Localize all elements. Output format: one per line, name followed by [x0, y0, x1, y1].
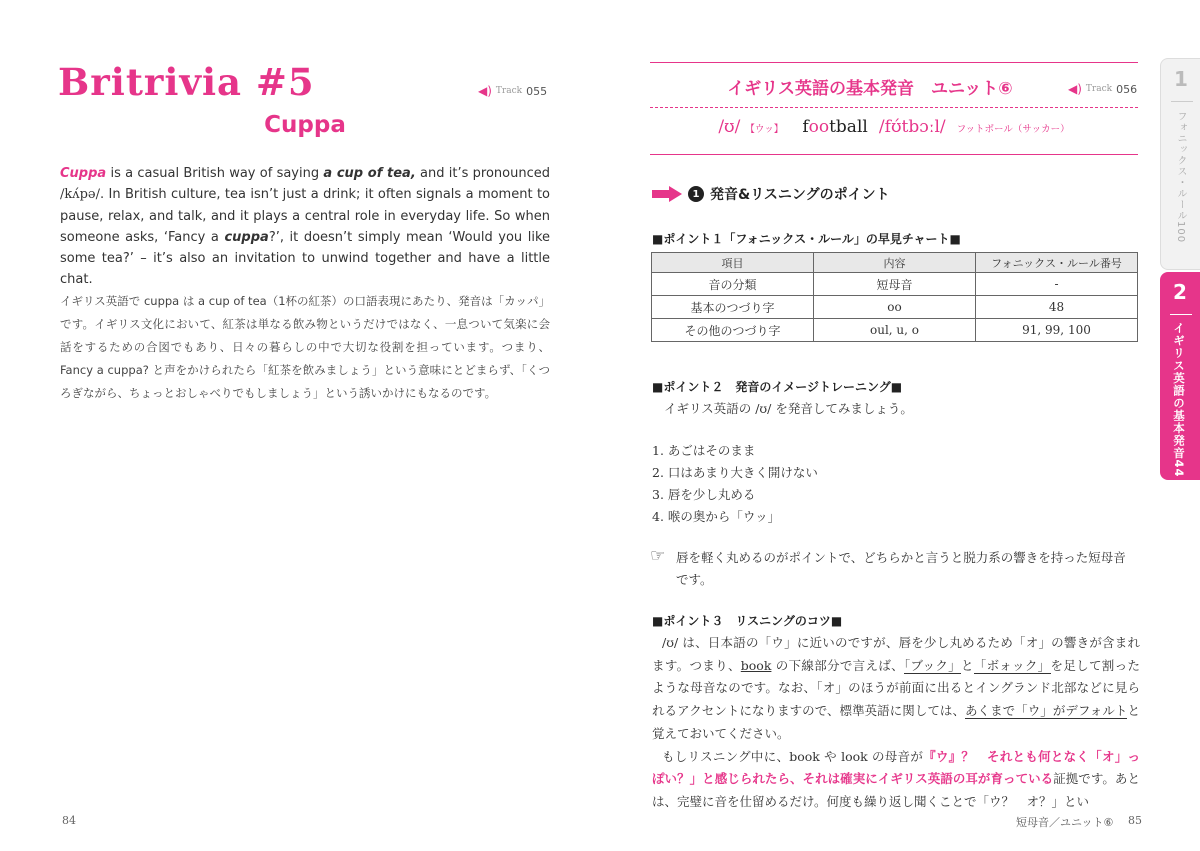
- example-word-ipa: /fʊ́tbɔːl/: [878, 117, 946, 137]
- table-cell: oo: [814, 296, 976, 319]
- track-number: 055: [526, 84, 548, 98]
- track-word: Track: [1085, 84, 1113, 94]
- sound-buk: 「ブック」: [903, 657, 961, 673]
- text-segment: を足して割ったような母音なのです。なお、「オ」のほうが前面に出るとイングランド北部などに見られるアクセントになりますので、標準英語に関しては、: [652, 657, 1140, 719]
- word-book: book: [740, 657, 772, 673]
- keyword-cuppa: Cuppa: [60, 166, 107, 181]
- text-segment: and it’s pronounced: [415, 166, 550, 181]
- example-word-highlight: oo: [808, 117, 830, 137]
- table-cell: その他のつづり字: [652, 319, 814, 342]
- side-tab-2[interactable]: [1160, 272, 1200, 480]
- header-bottom-rule: [650, 154, 1138, 155]
- table-cell: -: [976, 273, 1138, 296]
- article-title: Cuppa: [264, 112, 346, 138]
- tab-label: イギリス英語の基本発音44: [1172, 322, 1186, 478]
- text-segment: の下線部分で言えば、: [771, 657, 904, 673]
- tab-number: 2: [1173, 280, 1187, 304]
- arrow-icon: [652, 186, 682, 202]
- table-cell: 音の分類: [652, 273, 814, 296]
- phoneme-ipa: /ʊ/: [718, 117, 741, 137]
- circled-number: 1: [688, 186, 704, 202]
- phonics-chart-table: [651, 252, 1138, 342]
- example-word-start: f: [802, 117, 809, 137]
- sound-bok: 「ボォック」: [973, 657, 1051, 673]
- header-dashed-rule: [650, 107, 1138, 108]
- table-header-cell: フォニックス・ルール番号: [976, 253, 1138, 273]
- track-word: Track: [495, 86, 523, 96]
- tab-label: フォニックス・ルール100: [1175, 111, 1186, 244]
- point2-heading: ■ポイント２ 発音のイメージトレーニング■: [652, 380, 903, 394]
- default-u-phrase: あくまで「ウ」がデフォルト: [965, 703, 1128, 719]
- keyword-cuppa-2: cuppa: [224, 229, 269, 245]
- speaker-icon: ◀): [1068, 82, 1082, 96]
- tab-number: 1: [1174, 67, 1188, 91]
- table-cell: 基本のつづり字: [652, 296, 814, 319]
- example-word-meaning: フットボール（サッカー）: [956, 124, 1070, 135]
- header-top-rule: [650, 62, 1138, 63]
- section-heading: [652, 184, 890, 204]
- point3-paragraph-1: [652, 632, 1140, 746]
- phoneme-kana: 【ウッ】: [745, 124, 784, 135]
- text-segment: /ʊ/ は、日本語の「ウ」に近いのですが、唇を少し丸めるため「オ」の響きが含まれます。つまり、: [652, 635, 1140, 673]
- list-item: 4. 喉の奥から「ウッ」: [652, 509, 781, 524]
- table-cell: 91, 99, 100: [976, 319, 1138, 342]
- steps-list: [652, 440, 818, 528]
- speaker-icon: ◀): [478, 84, 492, 98]
- example-word: [802, 117, 868, 137]
- text-segment: と覚えておいてください。: [652, 703, 1140, 741]
- phoneme-line: [650, 117, 1138, 137]
- list-item: 2. 口はあまり大きく開けない: [652, 465, 818, 480]
- list-item: 1. あごはそのまま: [652, 443, 756, 458]
- table-row: [652, 319, 1138, 342]
- text-segment: 証拠です。あとは、完璧に音を仕留めるだけ。何度も繰り返し聞くことで「ウ？ オ？」とい: [652, 771, 1140, 809]
- track-label-right[interactable]: [1068, 82, 1137, 96]
- table-cell: 短母音: [814, 273, 976, 296]
- table-cell: 48: [976, 296, 1138, 319]
- unit-title: イギリス英語の基本発音 ユニット⑥: [727, 79, 1013, 99]
- tab-divider: [1170, 314, 1192, 315]
- english-paragraph: [60, 163, 550, 291]
- tab-divider: [1171, 101, 1193, 102]
- britrivia-title: Britrivia #5: [58, 60, 315, 104]
- point2-note: 唇を軽く丸めるのがポイントで、どちらかと言うと脱力系の響きを持った短母音です。: [676, 550, 1126, 587]
- ipa-cuppa: /kʌ́pə/: [60, 187, 100, 203]
- running-head: 短母音／ユニット⑥: [1016, 816, 1114, 829]
- track-number: 056: [1116, 82, 1138, 96]
- phrase-cup-of-tea: a cup of tea,: [323, 166, 416, 181]
- page-number-right: 85: [1128, 814, 1142, 827]
- text-segment: もしリスニング中に、book や look の母音が: [662, 748, 924, 764]
- point3-body: [652, 632, 1140, 814]
- table-header-cell: 項目: [652, 253, 814, 273]
- page-number-left: 84: [62, 814, 76, 827]
- table-row: [652, 296, 1138, 319]
- table-header-row: [652, 253, 1138, 273]
- table-cell: oul, u, o: [814, 319, 976, 342]
- text-segment: is a casual British way of saying: [106, 166, 324, 181]
- side-tab-1[interactable]: [1160, 58, 1200, 270]
- highlight-phrase: 『ウ』？ それとも何となく「オ」っぽい？」と感じられたら、それは確実にイギリス英語の耳が育っている: [652, 748, 1140, 787]
- table-row: [652, 273, 1138, 296]
- list-item: 3. 唇を少し丸める: [652, 487, 756, 502]
- text-segment: と: [960, 657, 974, 673]
- point3-heading: ■ポイント３ リスニングのコツ■: [652, 614, 843, 628]
- text-segment: ?’, it doesn’t simply mean ‘Would you like some tea?’ – it’s also an invitation to unwind together and have a little chat.: [60, 229, 551, 288]
- section-title: 発音&リスニングのポイント: [710, 187, 890, 203]
- table-header-cell: 内容: [814, 253, 976, 273]
- example-word-end: tball: [829, 117, 868, 137]
- point3-paragraph-2: [652, 746, 1140, 814]
- track-label-left[interactable]: [478, 84, 547, 98]
- japanese-paragraph: イギリス英語で cuppa は a cup of tea（1杯の紅茶）の口語表現にあたり、発音は「カッパ」です。イギリス文化において、紅茶は単なる飲み物というだけではなく、一息ついて気楽に会話をするための合図でもあり、日々の暮らしの中で大切な役割を担っています。つまり、Fancy a cuppa? と声をかけられたら「紅茶を飲みましょう」という意味にとどまらず、「くつろぎながら、ちょっとおしゃべりでもしましょう」という誘いかけにもなるのです。: [60, 294, 550, 400]
- text-segment: . In British culture, tea isn’t just a drink; it often signals a moment to pause, relax, and talk, and it plays a central role in everyday life. So when someone asks, ‘Fancy a: [60, 187, 550, 245]
- point1-heading: ■ポイント１「フォニックス・ルール」の早見チャート■: [652, 232, 961, 246]
- point2-intro: イギリス英語の /ʊ/ を発音してみましょう。: [664, 401, 913, 416]
- pointing-hand-icon: ☞: [650, 546, 666, 566]
